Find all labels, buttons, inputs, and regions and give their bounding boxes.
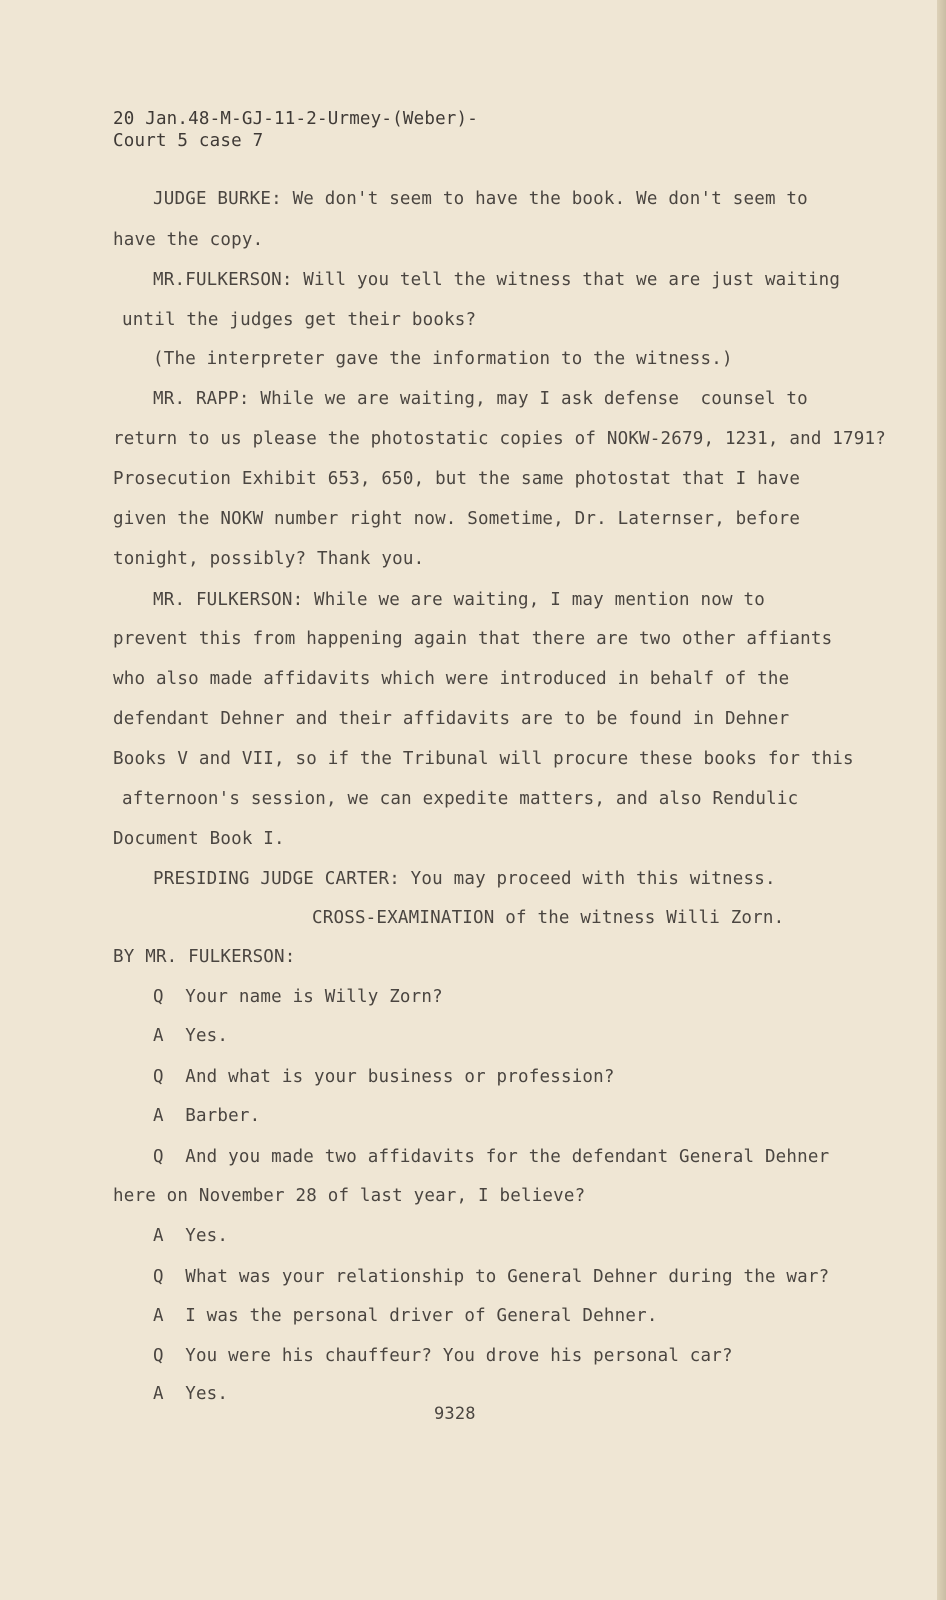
qa-line: Q You were his chauffeur? You drove his personal car? [153,1346,733,1366]
text-line: until the judges get their books? [122,310,477,330]
text-line: Prosecution Exhibit 653, 650, but the same photostat that I have [113,469,801,489]
text-line: tonight, possibly? Thank you. [113,549,425,569]
text-line: prevent this from happening again that there are two other affiants [113,629,833,649]
qa-line: A Barber. [153,1106,261,1126]
text-line: given the NOKW number right now. Sometime, Dr. Laternser, before [113,509,801,529]
section-heading: CROSS-EXAMINATION of the witness Willi Zorn. [312,908,785,928]
qa-line: Q Your name is Willy Zorn? [153,987,443,1007]
qa-line: A I was the personal driver of General Dehner. [153,1306,658,1326]
text-line: afternoon's session, we can expedite matters, and also Rendulic [122,789,799,809]
qa-line: Q What was your relationship to General Dehner during the war? [153,1267,830,1287]
text-line: return to us please the photostatic copies of NOKW-2679, 1231, and 1791? [113,429,886,449]
text-line: PRESIDING JUDGE CARTER: You may proceed with this witness. [153,869,776,889]
text-line: here on November 28 of last year, I believe? [113,1186,586,1206]
text-line: have the copy. [113,230,264,250]
text-line: MR.FULKERSON: Will you tell the witness that we are just waiting [153,270,841,290]
text-line: who also made affidavits which were introduced in behalf of the [113,669,790,689]
qa-line: A Yes. [153,1026,229,1046]
text-line: defendant Dehner and their affidavits are to be found in Dehner [113,709,790,729]
text-line: Books V and VII, so if the Tribunal will procure these books for this [113,749,854,769]
page-number: 9328 [434,1404,476,1424]
text-line: MR. FULKERSON: While we are waiting, I may mention now to [153,590,765,610]
examiner-line: BY MR. FULKERSON: [113,947,296,967]
text-line: MR. RAPP: While we are waiting, may I ask defense counsel to [153,389,808,409]
qa-line: A Yes. [153,1384,229,1404]
text-line: Document Book I. [113,829,285,849]
page-edge [937,0,946,1600]
text-line: JUDGE BURKE: We don't seem to have the book. We don't seem to [153,189,808,209]
qa-line: Q And you made two affidavits for the defendant General Dehner [153,1147,830,1167]
text-line: (The interpreter gave the information to the witness.) [153,349,733,369]
qa-line: A Yes. [153,1226,229,1246]
qa-line: Q And what is your business or profession? [153,1067,615,1087]
header-line-2: Court 5 case 7 [113,131,264,151]
header-line-1: 20 Jan.48-M-GJ-11-2-Urmey-(Weber)- [113,109,479,129]
